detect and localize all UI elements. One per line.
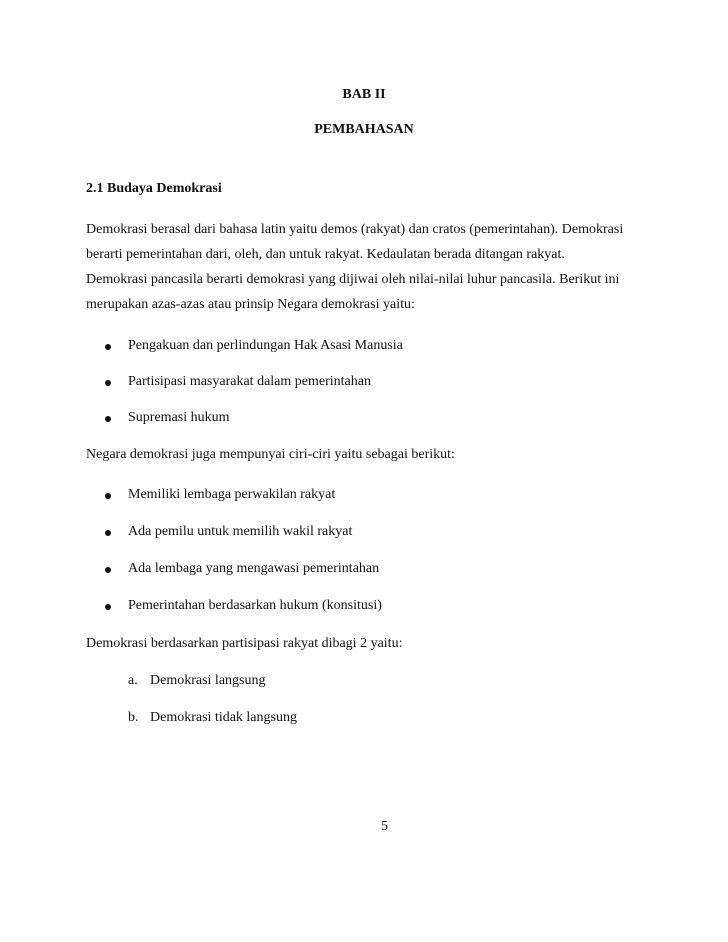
participation-intro: Demokrasi berdasarkan partisipasi rakyat dibagi 2 yaitu: xyxy=(86,636,403,651)
list-item-text: Ada pemilu untuk memilih wakil rakyat xyxy=(128,524,353,539)
bullet-icon xyxy=(105,344,111,350)
paragraph-line: Demokrasi pancasila berarti demokrasi yang dijiwai oleh nilai-nilai luhur pancasila. Berikut ini xyxy=(86,272,620,287)
list-marker: b. xyxy=(128,710,139,725)
paragraph-line: berarti pemerintahan dari, oleh, dan untuk rakyat. Kedaulatan berada ditangan rakyat. xyxy=(86,247,565,262)
paragraph-line: Demokrasi berasal dari bahasa latin yaitu demos (rakyat) dan cratos (pemerintahan). Demokrasi xyxy=(86,222,624,237)
bullet-icon xyxy=(105,493,111,499)
section-title: 2.1 Budaya Demokrasi xyxy=(86,181,222,196)
chapter-label: BAB II xyxy=(342,87,386,102)
list-item-text: Ada lembaga yang mengawasi pemerintahan xyxy=(128,561,380,576)
list-item-text: Pengakuan dan perlindungan Hak Asasi Manusia xyxy=(128,338,403,353)
list-item-text: Demokrasi tidak langsung xyxy=(150,710,297,725)
list-item-text: Pemerintahan berdasarkan hukum (konsitusi) xyxy=(128,598,382,613)
bullet-icon xyxy=(105,604,111,610)
bullet-icon xyxy=(105,416,111,422)
bullet-icon xyxy=(105,380,111,386)
bullet-icon xyxy=(105,530,111,536)
page-number: 5 xyxy=(381,819,388,834)
paragraph-line: merupakan azas-azas atau prinsip Negara demokrasi yaitu: xyxy=(86,297,415,312)
chapter-heading: PEMBAHASAN xyxy=(314,122,414,137)
list-item-text: Memiliki lembaga perwakilan rakyat xyxy=(128,487,336,502)
bullet-icon xyxy=(105,567,111,573)
list-marker: a. xyxy=(128,673,138,688)
list-item-text: Demokrasi langsung xyxy=(150,673,266,688)
list-item-text: Partisipasi masyarakat dalam pemerintahan xyxy=(128,374,371,389)
list-item-text: Supremasi hukum xyxy=(128,410,230,425)
characteristics-intro: Negara demokrasi juga mempunyai ciri-ciri yaitu sebagai berikut: xyxy=(86,447,455,462)
